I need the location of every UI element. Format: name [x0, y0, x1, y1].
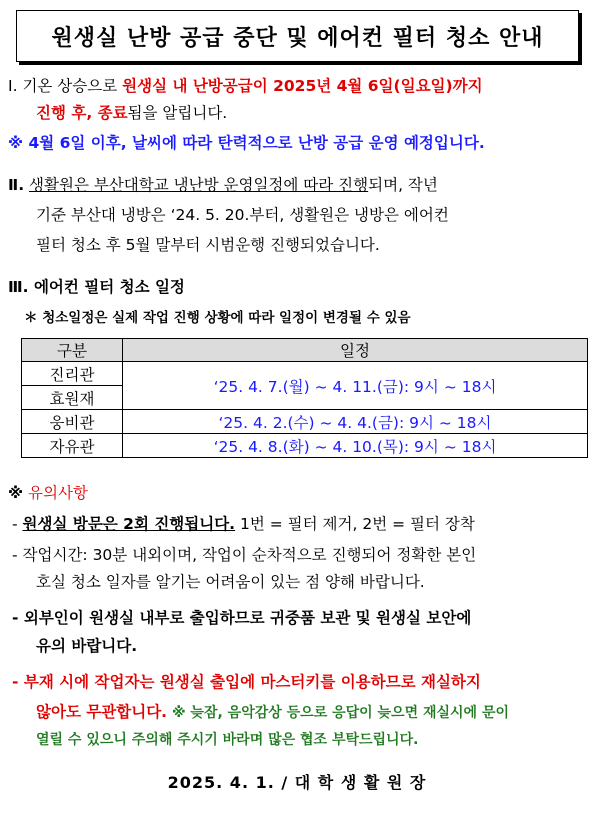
caution-item-2: - 작업시간: 30분 내외이며, 작업이 순차적으로 진행되어 정확한 본인 — [12, 546, 477, 564]
table-row-category: 진리관 — [22, 362, 123, 386]
caution-item-4-line2: 않아도 무관합니다. ※ 늦잠, 음악감상 등으로 응답이 늦으면 재실시에 문이 — [36, 703, 510, 721]
table-header-schedule: 일정 — [123, 339, 588, 362]
table-row-category: 웅비관 — [22, 410, 123, 434]
caution-item-4: - 부재 시에 작업자는 원생실 출입에 마스터키를 이용하므로 재실하지 — [12, 673, 481, 691]
table-header-category: 구분 — [22, 339, 123, 362]
section3-heading: Ⅲ. 에어컨 필터 청소 일정 — [8, 278, 185, 296]
caution-item-2-line2: 호실 청소 일자를 알기는 어려움이 있는 점 양해 바랍니다. — [36, 573, 425, 591]
cleaning-schedule-table — [21, 338, 588, 458]
notice-title: 원생실 난방 공급 중단 및 에어컨 필터 청소 안내 — [16, 10, 579, 62]
section3-number: Ⅲ. — [8, 278, 29, 296]
table-row-category: 효원재 — [22, 386, 123, 410]
section2-line2: 기준 부산대 냉방은 ‘24. 5. 20.부터, 생활원은 냉방은 에어컨 — [36, 206, 449, 224]
section1-number: Ⅰ. — [8, 77, 18, 95]
table-row-schedule: ‘25. 4. 2.(수) ~ 4. 4.(금): 9시 ~ 18시 — [123, 410, 588, 434]
note-heating-flexible: ※ 4월 6일 이후, 날씨에 따라 탄력적으로 난방 공급 운영 예정입니다. — [8, 134, 485, 152]
section2-number: Ⅱ. — [8, 176, 25, 194]
section2-line1: Ⅱ. 생활원은 부산대학교 냉난방 운영일정에 따라 진행되며, 작년 — [8, 176, 438, 194]
table-row-category: 자유관 — [22, 434, 123, 458]
section2-line3: 필터 청소 후 5월 말부터 시범운행 진행되었습니다. — [36, 236, 380, 254]
caution-item-3-line2: 유의 바랍니다. — [36, 637, 138, 655]
caution-item-4-line3: 열릴 수 있으니 주의해 주시기 바라며 많은 협조 부탁드립니다. — [36, 732, 419, 748]
caution-item-3: - 외부인이 원생실 내부로 출입하므로 귀중품 보관 및 원생실 보안에 — [12, 609, 472, 627]
section1-line2: 진행 후, 종료됨을 알립니다. — [36, 104, 228, 122]
schedule-change-note: ＊ 청소일정은 실제 작업 진행 상황에 따라 일정이 변경될 수 있음 — [24, 310, 411, 326]
cautions-heading: ※ 유의사항 — [8, 484, 88, 502]
table-row-schedule: ‘25. 4. 7.(월) ~ 4. 11.(금): 9시 ~ 18시 — [123, 362, 588, 410]
caution-item-1: - 원생실 방문은 2회 진행됩니다. 1번 = 필터 제거, 2번 = 필터 장착 — [12, 515, 475, 533]
table-row-schedule: ‘25. 4. 8.(화) ~ 4. 10.(목): 9시 ~ 18시 — [123, 434, 588, 458]
section1-line1: Ⅰ. 기온 상승으로 원생실 내 난방공급이 2025년 4월 6일(일요일)까지 — [8, 77, 483, 95]
footer-date-signature: 2025. 4. 1. / 대 학 생 활 원 장 — [167, 773, 427, 792]
